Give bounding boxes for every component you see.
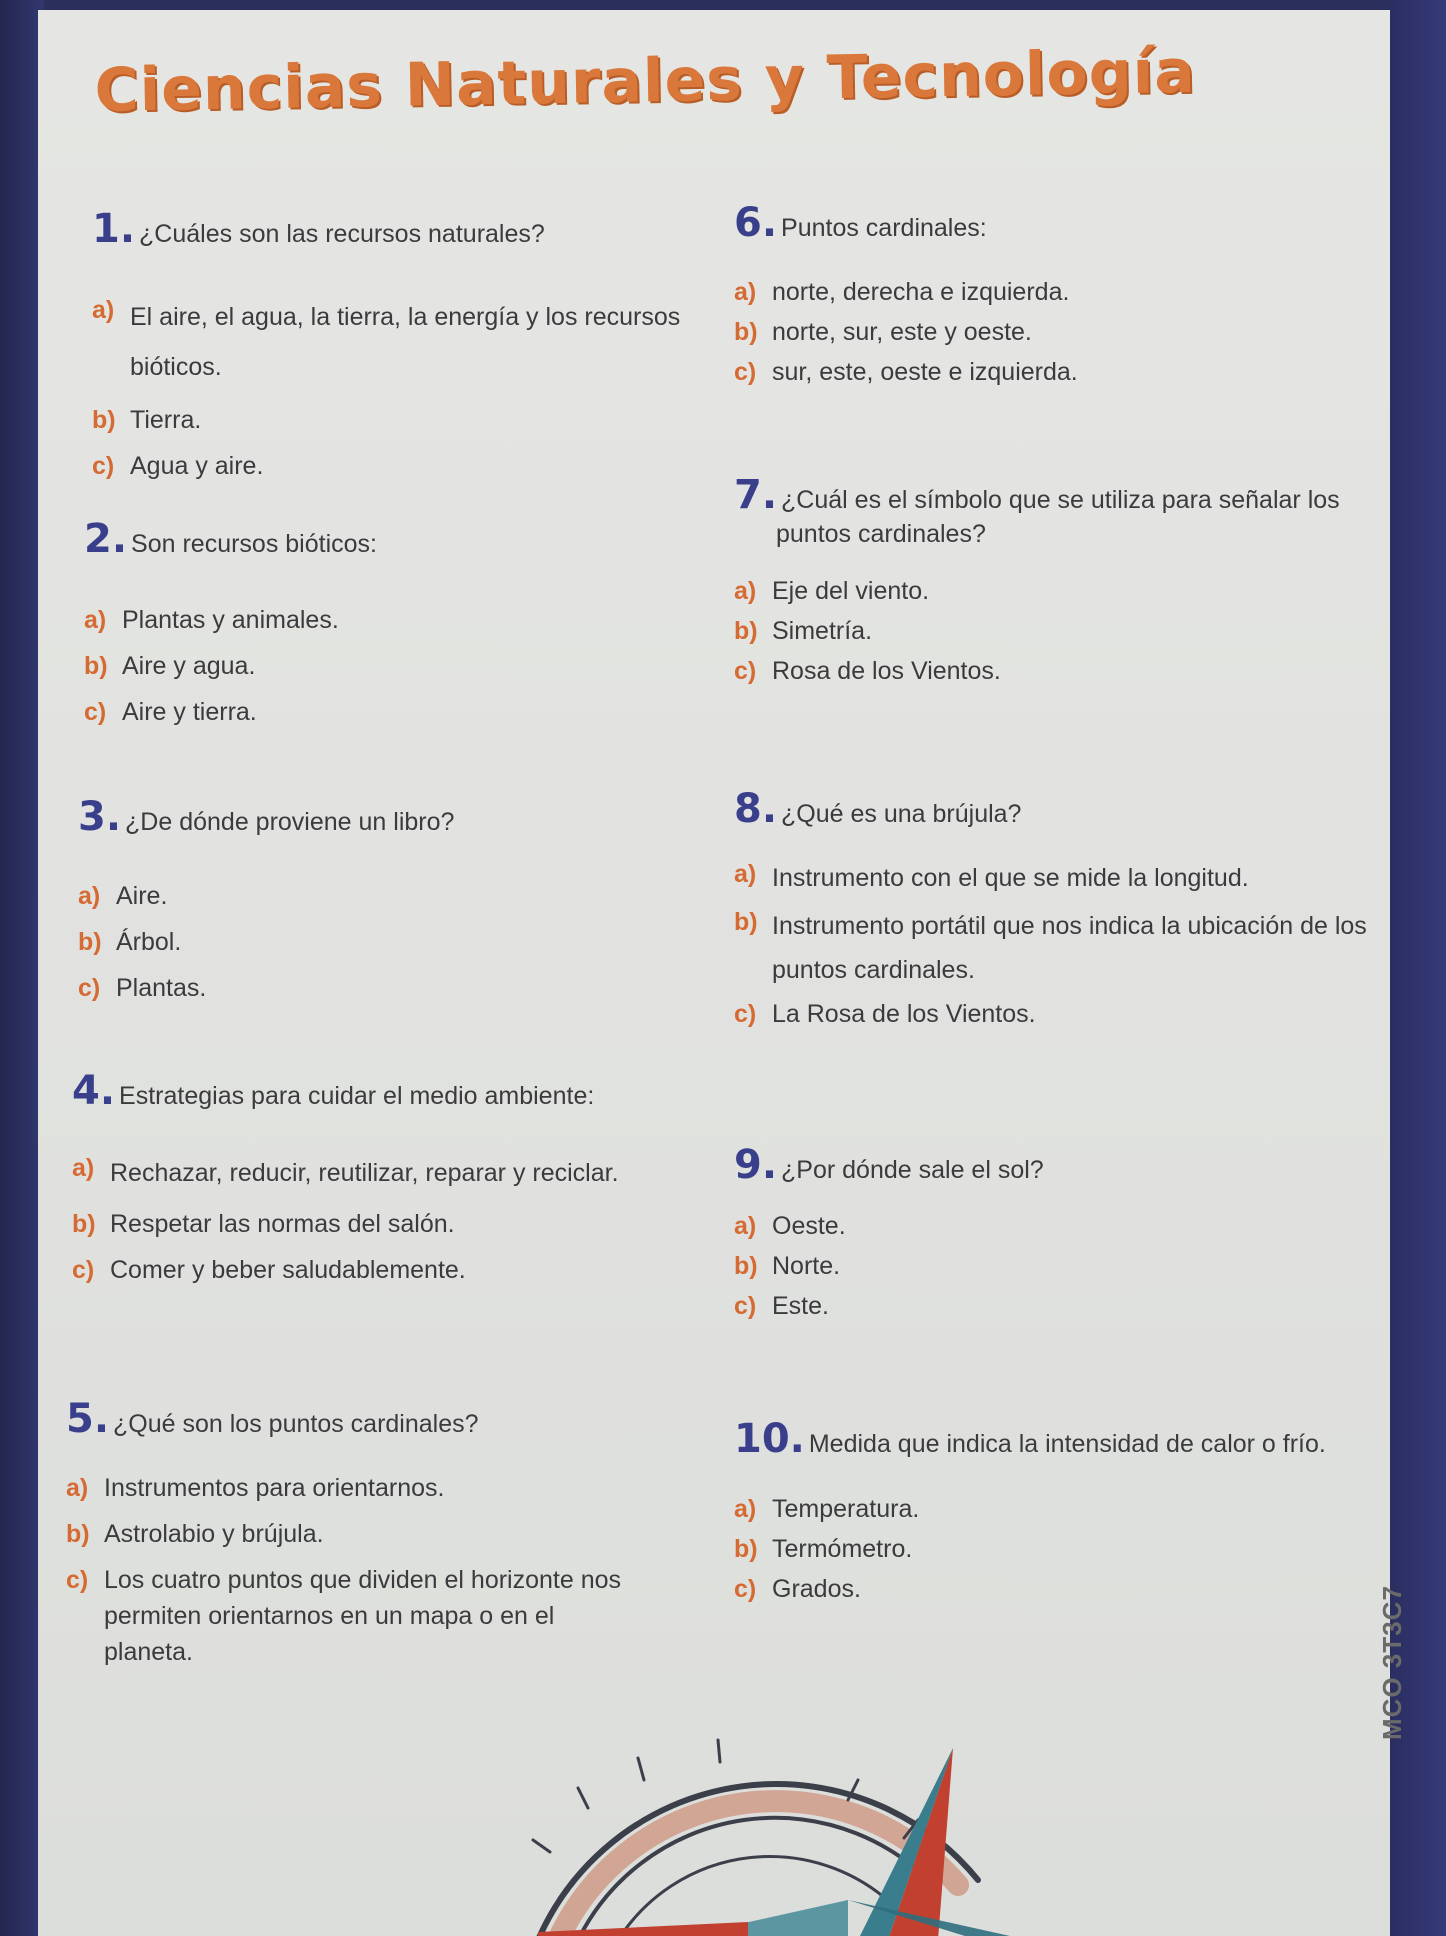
option-letter: c) [734, 358, 757, 386]
option-text: Eje del viento. [772, 577, 930, 605]
question-1 [92, 206, 752, 484]
option-b [84, 648, 744, 684]
option-a [78, 878, 738, 914]
question-text: ¿Qué es una brújula? [781, 800, 1022, 828]
question-4 [72, 1068, 732, 1288]
question-number: 2. [84, 516, 128, 562]
option-text: Rechazar, reducir, reutilizar, reparar y reciclar. [110, 1159, 619, 1187]
option-text: Astrolabio y brújula. [104, 1520, 324, 1548]
option-a [734, 1208, 1374, 1244]
option-text: Grados. [772, 1575, 861, 1603]
option-letter: c) [734, 1000, 757, 1028]
option-text: norte, derecha e izquierda. [772, 278, 1070, 306]
option-b [734, 1531, 1374, 1567]
option-letter: a) [734, 577, 757, 605]
question-number: 3. [78, 794, 122, 840]
option-letter: c) [66, 1566, 89, 1594]
option-a [734, 856, 1372, 900]
option-c [72, 1252, 732, 1288]
option-text: Aire y tierra. [122, 698, 257, 726]
question-text: Medida que indica la intensidad de calor o frío. [808, 1430, 1326, 1458]
question-number: 8. [734, 786, 778, 832]
option-letter: c) [734, 1292, 757, 1320]
option-letter: a) [734, 1212, 757, 1240]
option-letter: b) [734, 617, 758, 645]
option-c [66, 1562, 624, 1670]
question-text: ¿Cuáles son las recursos naturales? [139, 220, 545, 248]
option-b [66, 1516, 726, 1552]
option-a [734, 274, 1374, 310]
option-text: Aire. [116, 882, 168, 910]
option-text: El aire, el agua, la tierra, la energía y los recursos bióticos. [130, 303, 681, 381]
option-b [734, 314, 1374, 350]
option-text: Simetría. [772, 617, 873, 645]
question-7 [734, 472, 1374, 689]
question-number: 6. [734, 200, 778, 246]
question-number: 9. [734, 1142, 778, 1188]
option-letter: c) [78, 974, 101, 1002]
option-c [734, 996, 1374, 1032]
option-letter: a) [84, 606, 107, 634]
option-letter: a) [66, 1474, 89, 1502]
question-number: 4. [72, 1068, 116, 1114]
option-a [734, 1491, 1374, 1527]
option-text: Los cuatro puntos que dividen el horizonte nos permiten orientarnos en un mapa o en el planeta. [104, 1566, 622, 1666]
option-letter: a) [92, 296, 115, 324]
option-letter: b) [734, 318, 758, 346]
option-letter: c) [734, 657, 757, 685]
option-letter: b) [734, 908, 758, 936]
page-code: MCO 3T3C7 [1377, 1585, 1407, 1740]
option-text: La Rosa de los Vientos. [772, 1000, 1036, 1028]
option-letter: c) [92, 452, 115, 480]
question-3 [78, 794, 738, 1006]
option-letter: b) [72, 1210, 96, 1238]
option-c [734, 1288, 1374, 1324]
question-number: 7. [734, 472, 778, 518]
option-letter: c) [84, 698, 107, 726]
option-letter: a) [734, 860, 757, 888]
option-text: Oeste. [772, 1212, 846, 1240]
option-text: norte, sur, este y oeste. [772, 318, 1032, 346]
question-2 [84, 516, 744, 730]
option-c [734, 653, 1374, 689]
question-text: ¿Qué son los puntos cardinales? [113, 1410, 479, 1438]
option-text: Norte. [772, 1252, 841, 1280]
option-text: Tierra. [130, 406, 202, 434]
question-number: 10. [734, 1416, 805, 1462]
question-text: Estrategias para cuidar el medio ambiente: [119, 1082, 595, 1110]
option-text: sur, este, oeste e izquierda. [772, 358, 1078, 386]
option-letter: a) [78, 882, 101, 910]
question-6 [734, 200, 1374, 390]
option-text: Agua y aire. [130, 452, 264, 480]
option-text: Instrumento con el que se mide la longitud. [772, 864, 1249, 892]
option-c [78, 970, 738, 1006]
option-text: Árbol. [116, 928, 182, 956]
question-text: Son recursos bióticos: [131, 530, 377, 558]
option-b [78, 924, 738, 960]
option-a [66, 1470, 726, 1506]
option-letter: a) [734, 278, 757, 306]
option-b [734, 613, 1374, 649]
option-b [92, 402, 752, 438]
question-text: Puntos cardinales: [781, 214, 987, 242]
question-number: 1. [92, 206, 136, 252]
question-5 [66, 1396, 726, 1670]
option-text: Temperatura. [772, 1495, 920, 1523]
option-text: Instrumentos para orientarnos. [104, 1474, 445, 1502]
option-text: Respetar las normas del salón. [110, 1210, 455, 1238]
option-a [92, 292, 690, 392]
option-text: Plantas y animales. [122, 606, 339, 634]
question-8 [734, 786, 1374, 1032]
option-letter: b) [66, 1520, 90, 1548]
option-text: Comer y beber saludablemente. [110, 1256, 466, 1284]
worksheet-page [38, 10, 1390, 1936]
question-number: 5. [66, 1396, 110, 1442]
compass-rose-illustration [418, 1700, 1118, 1936]
question-text: ¿Por dónde sale el sol? [781, 1156, 1044, 1184]
option-b [734, 1248, 1374, 1284]
option-a [72, 1150, 650, 1196]
option-letter: a) [72, 1154, 95, 1182]
option-text: Plantas. [116, 974, 207, 1002]
option-letter: b) [734, 1252, 758, 1280]
option-b [734, 904, 1382, 992]
question-text: ¿Cuál es el símbolo que se utiliza para señalar los puntos cardinales? [776, 486, 1340, 548]
option-c [734, 354, 1374, 390]
option-a [734, 573, 1374, 609]
option-a [84, 602, 744, 638]
option-letter: b) [734, 1535, 758, 1563]
option-text: Este. [772, 1292, 829, 1320]
option-text: Rosa de los Vientos. [772, 657, 1001, 685]
option-letter: a) [734, 1495, 757, 1523]
option-c [734, 1571, 1374, 1607]
option-c [84, 694, 744, 730]
option-letter: c) [72, 1256, 95, 1284]
option-letter: c) [734, 1575, 757, 1603]
option-c [92, 448, 752, 484]
page-title: Ciencias Naturales y Tecnología [94, 36, 1197, 126]
option-b [72, 1206, 732, 1242]
question-text: ¿De dónde proviene un libro? [125, 808, 455, 836]
option-letter: b) [78, 928, 102, 956]
question-10 [734, 1416, 1374, 1607]
option-text: Aire y agua. [122, 652, 256, 680]
option-letter: b) [84, 652, 108, 680]
question-9 [734, 1142, 1374, 1324]
option-letter: b) [92, 406, 116, 434]
option-text: Termómetro. [772, 1535, 913, 1563]
option-text: Instrumento portátil que nos indica la ubicación de los puntos cardinales. [772, 912, 1367, 984]
